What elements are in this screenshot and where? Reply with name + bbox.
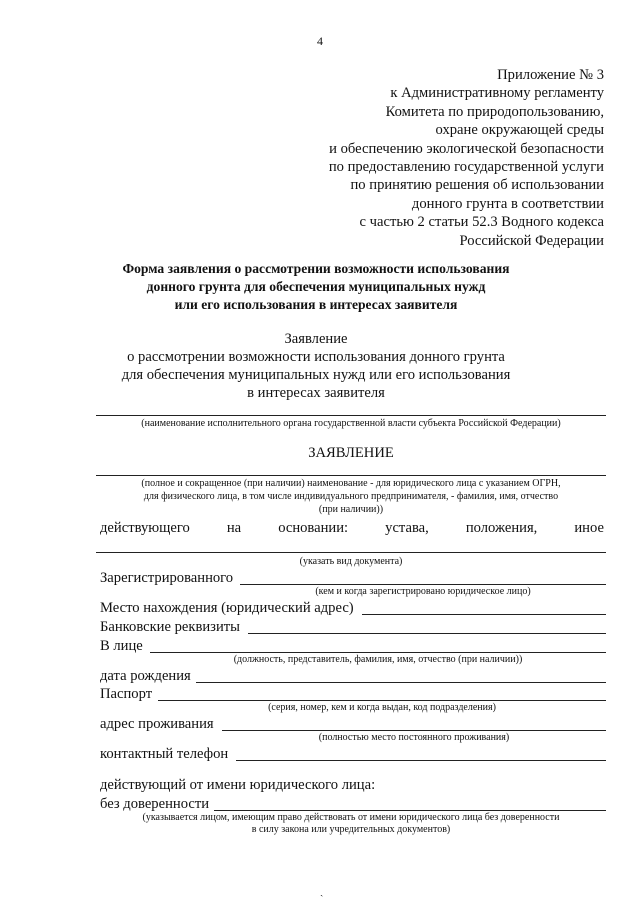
application-title-line: о рассмотрении возможности использования донного грунта — [127, 349, 505, 365]
annex-line: донного грунта в соответствии — [411, 195, 604, 212]
form-title-line: Форма заявления о рассмотрении возможности использования — [122, 261, 510, 276]
annex-header — [244, 66, 604, 250]
doc-type-caption: (указать вид документа) — [299, 556, 403, 567]
phone-field-line[interactable] — [236, 760, 606, 761]
form-title-line: донного грунта для обеспечения муниципальных нужд — [146, 279, 486, 294]
application-title — [96, 330, 536, 402]
person-label: В лице — [100, 638, 143, 654]
birth-date-field-line[interactable] — [196, 682, 606, 683]
application-title-line: Заявление — [284, 331, 348, 347]
annex-line: Комитета по природопользованию, — [385, 103, 604, 120]
authority-caption: (наименование исполнительного органа государственной власти субъекта Российской Федерации) — [141, 418, 561, 429]
address-caption: (полностью место постоянного проживания) — [318, 732, 510, 743]
birth-date-label: дата рождения — [100, 668, 191, 684]
annex-line: по принятию решения об использовании — [350, 177, 604, 194]
no-poa-caption-line: в силу закона или учредительных документов) — [251, 824, 451, 835]
doc-type-field-line[interactable] — [96, 552, 606, 553]
authority-field-line[interactable] — [96, 415, 606, 416]
location-field-line[interactable] — [362, 614, 606, 615]
annex-line: к Административному регламенту — [390, 85, 604, 102]
applicant-caption-line: (полное и сокращенное (при наличии) наименование - для юридического лица с указанием ОГРН, — [141, 478, 561, 489]
annex-line: Приложение № 3 — [497, 67, 604, 83]
passport-caption: (серия, номер, кем и когда выдан, код подразделения) — [268, 702, 496, 713]
application-title-line: в интересах заявителя — [247, 385, 385, 401]
applicant-caption-line: для физического лица, в том числе индивидуального предпринимателя, - фамилия, имя, отчество — [143, 491, 559, 502]
person-caption: (должность, представитель, фамилия, имя, отчество (при наличии)) — [233, 654, 523, 665]
acting-label: действующий от имени юридического лица: — [100, 777, 376, 793]
form-title-line: или его использования в интересах заявителя — [174, 297, 458, 312]
statement-heading: ЗАЯВЛЕНИЕ — [308, 445, 394, 461]
basis-word: иное — [574, 520, 604, 536]
basis-word: положения, — [465, 520, 538, 536]
no-poa-caption-line: (указывается лицом, имеющим право действовать от имени юридического лица без доверенности — [142, 812, 560, 823]
annex-line: Российской Федерации — [459, 232, 604, 249]
bank-field-line[interactable] — [248, 633, 606, 634]
location-label: Место нахождения (юридический адрес) — [100, 600, 354, 616]
applicant-field-line[interactable] — [96, 475, 606, 476]
basis-word: основании: — [278, 520, 349, 536]
registered-caption: (кем и когда зарегистрировано юридическое лицо) — [315, 586, 531, 597]
registered-field-line[interactable] — [240, 584, 606, 585]
applicant-caption-line: (при наличии)) — [318, 504, 384, 515]
registered-label: Зарегистрированного — [100, 570, 234, 586]
form-title — [96, 260, 536, 314]
basis-word: действующего — [100, 520, 190, 536]
address-field-line[interactable] — [222, 730, 606, 731]
person-field-line[interactable] — [150, 652, 606, 653]
annex-line: с частью 2 статьи 52.3 Водного кодекса — [359, 214, 604, 231]
basis-word: устава, — [385, 520, 429, 536]
page-number: 4 — [317, 34, 323, 48]
basis-row — [100, 520, 604, 537]
application-title-line: для обеспечения муниципальных нужд или его использования — [121, 367, 511, 383]
phone-label: контактный телефон — [100, 746, 229, 762]
basis-word: на — [226, 520, 242, 536]
passport-field-line[interactable] — [158, 700, 606, 701]
no-poa-field-line[interactable] — [214, 810, 606, 811]
bank-label: Банковские реквизиты — [100, 619, 240, 635]
annex-line: и обеспечению экологической безопасности — [329, 140, 604, 157]
scan-mark: ˎ — [320, 886, 324, 897]
passport-label: Паспорт — [100, 686, 153, 702]
annex-line: по предоставлению государственной услуги — [328, 159, 604, 176]
address-label: адрес проживания — [100, 716, 214, 732]
no-poa-label: без доверенности — [100, 796, 210, 812]
annex-line: охране окружающей среды — [435, 122, 604, 139]
